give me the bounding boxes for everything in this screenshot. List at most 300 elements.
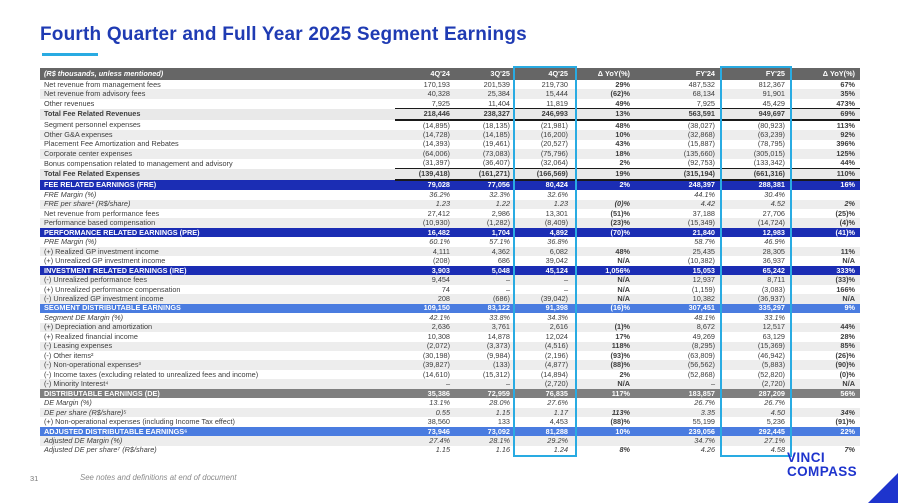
table-cell: (14,728) [395, 130, 455, 139]
table-cell: 125% [790, 149, 860, 158]
table-cell: DE Margin (%) [44, 398, 92, 408]
table-cell: (36,407) [482, 158, 510, 168]
table-cell: – [505, 284, 510, 294]
table-cell: 12,024 [545, 332, 568, 341]
table-cell: 73,092 [455, 427, 515, 436]
table-cell: 49% [615, 98, 630, 108]
table-cell: N/A [790, 379, 860, 388]
table-cell: (-) Minority Interest⁴ [40, 379, 395, 388]
table-cell: 248,397 [635, 180, 720, 190]
table-cell: (661,316) [720, 169, 790, 180]
table-cell: 33.1% [764, 313, 785, 322]
table-cell: (15,312) [482, 369, 510, 379]
table-cell: 1.24 [553, 445, 568, 455]
table-cell: 34.7% [635, 436, 720, 445]
table-cell: (10,382) [687, 256, 715, 266]
table-cell: 91,901 [720, 89, 790, 98]
table-cell: FRE per share¹ (R$/share) [40, 200, 395, 209]
table-cell: (14,724) [720, 218, 790, 227]
table-cell: 35% [790, 89, 860, 98]
table-cell: 91,398 [515, 304, 573, 313]
table-cell: (52,868) [687, 369, 715, 379]
table-header-row [40, 68, 860, 80]
table-cell: 4.26 [700, 445, 715, 455]
table-cell: 18% [573, 149, 635, 158]
table-cell: – [395, 379, 455, 388]
table-cell: (56,562) [635, 360, 720, 369]
table-cell: 32.6% [547, 190, 568, 199]
table-cell: FY'24 [635, 68, 720, 80]
table-cell: 4.50 [720, 408, 790, 417]
table-cell: 21,840 [635, 228, 720, 237]
table-cell: (+) Depreciation and amortization [40, 323, 395, 332]
table-cell: N/A [617, 284, 630, 294]
table-cell: (315,194) [635, 169, 720, 180]
table-row [40, 275, 860, 284]
table-cell: (90)% [790, 360, 860, 369]
table-cell: 4Q'25 [515, 68, 573, 80]
table-row [40, 130, 860, 139]
table-row [40, 332, 860, 341]
table-cell: 4.52 [720, 200, 790, 209]
table-cell: (36,937) [720, 294, 790, 303]
table-cell: (+) Unrealized performance compensation [44, 284, 181, 294]
table-cell [573, 313, 635, 322]
table-cell: Δ YoY(%) [573, 68, 635, 80]
table-cell: 2% [790, 200, 860, 209]
table-cell: 37,188 [692, 208, 715, 218]
table-cell: (63,809) [687, 351, 715, 360]
table-cell: 4,453 [549, 417, 568, 427]
table-cell: 27,412 [427, 208, 450, 218]
table-cell: (133,342) [753, 158, 785, 168]
table-cell: 36.2% [429, 190, 450, 199]
table-row [40, 159, 860, 169]
table-cell: 949,697 [720, 109, 790, 120]
table-cell: 1.22 [455, 200, 515, 209]
table-cell: N/A [790, 294, 860, 303]
table-cell: 80,424 [515, 180, 573, 190]
table-cell: 34% [790, 408, 860, 417]
table-cell: (32,868) [635, 130, 720, 139]
table-row [40, 120, 860, 130]
table-row [40, 237, 860, 246]
table-cell: Adjusted DE per share⁷ (R$/share) [44, 445, 157, 455]
table-row [40, 427, 860, 436]
table-row [40, 398, 860, 407]
table-cell: 12,983 [720, 228, 790, 237]
table-cell: 30.4% [764, 190, 785, 199]
table-cell: Total Fee Related Expenses [40, 169, 395, 180]
table-cell: 8,711 [720, 275, 790, 284]
table-cell: 1.23 [515, 200, 573, 209]
table-cell: (26)% [835, 351, 855, 360]
table-cell: 32.3% [489, 190, 510, 199]
table-cell: N/A [573, 294, 635, 303]
table-row [40, 408, 860, 417]
table-cell: DISTRIBUTABLE EARNINGS (DE) [40, 389, 395, 398]
table-cell: Adjusted DE Margin (%) [40, 436, 395, 445]
table-cell: PRE Margin (%) [44, 237, 97, 247]
table-cell: 287,209 [720, 389, 790, 398]
table-cell: 2% [619, 158, 630, 168]
table-cell: 8,672 [635, 323, 720, 332]
table-cell: 333% [790, 266, 860, 275]
table-cell: (21,981) [540, 120, 568, 130]
table-cell: FEE RELATED EARNINGS (FRE) [40, 180, 395, 190]
table-cell: 36,937 [762, 256, 785, 266]
table-cell: 28.0% [489, 398, 510, 408]
table-cell: (25)% [835, 208, 855, 218]
table-cell: 15,444 [515, 89, 573, 98]
table-cell: 10% [573, 130, 635, 139]
table-cell: 16% [790, 180, 860, 190]
table-cell: 34.3% [547, 313, 568, 322]
table-cell: 38,560 [427, 417, 450, 427]
table-cell: 3Q'25 [455, 68, 515, 80]
table-cell: ADJUSTED DISTRIBUTABLE EARNINGS⁶ [40, 427, 395, 436]
table-cell: (3,373) [455, 342, 515, 351]
table-cell: (20,527) [540, 139, 568, 149]
table-cell: 48% [615, 120, 630, 130]
table-cell: 2% [573, 180, 635, 190]
table-cell: N/A [617, 256, 630, 266]
table-cell: (38,027) [687, 120, 715, 130]
table-cell: 487,532 [688, 79, 715, 89]
logo-line-1: VINCI [787, 450, 826, 465]
table-cell: (14,894) [540, 369, 568, 379]
table-cell: (5,883) [720, 360, 790, 369]
table-cell: Placement Fee Amortization and Rebates [44, 139, 179, 149]
table-row [40, 200, 860, 209]
table-cell: 92% [790, 130, 860, 139]
table-wrap [40, 68, 860, 455]
segment-earnings-table [40, 68, 860, 455]
table-cell: (16)% [573, 304, 635, 313]
table-row [40, 379, 860, 388]
table-cell: (78,795) [757, 139, 785, 149]
table-cell: (80,923) [757, 120, 785, 130]
table-cell: 29.2% [515, 436, 573, 445]
table-cell: 48% [573, 247, 635, 256]
table-cell: (686) [455, 294, 515, 303]
table-cell: 45,124 [515, 266, 573, 275]
table-cell: 49,269 [692, 332, 715, 341]
table-row [40, 140, 860, 149]
table-cell: (-) Income taxes (excluding related to unrealized fees and income) [44, 369, 259, 379]
table-cell: 5,048 [455, 266, 515, 275]
table-cell: – [455, 379, 515, 388]
table-cell: 109,150 [395, 304, 455, 313]
table-cell: (39,042) [515, 294, 573, 303]
table-row [40, 80, 860, 89]
table-cell: (70)% [573, 228, 635, 237]
table-cell: (9,984) [486, 351, 510, 360]
table-cell: 55,199 [692, 417, 715, 427]
table-cell: (91)% [835, 417, 855, 427]
footnote: See notes and definitions at end of document [80, 473, 237, 482]
table-cell [573, 398, 635, 407]
table-cell: (133) [455, 360, 515, 369]
table-cell: (2,196) [544, 351, 568, 360]
table-cell: INVESTMENT RELATED EARNINGS (IRE) [40, 266, 395, 275]
table-cell: 208 [395, 294, 455, 303]
table-cell: 4,362 [455, 247, 515, 256]
table-cell: 13,301 [545, 208, 568, 218]
table-cell: (15,369) [720, 342, 790, 351]
table-cell: N/A [573, 379, 635, 388]
table-cell: 396% [836, 139, 855, 149]
table-cell: 48.1% [694, 313, 715, 322]
table-cell: (139,418) [395, 169, 455, 180]
table-cell: PERFORMANCE RELATED EARNINGS (PRE) [40, 228, 395, 237]
table-cell: 11,819 [546, 98, 568, 108]
table-row [40, 169, 860, 180]
table-cell: (39,827) [395, 360, 455, 369]
table-cell: 10,382 [635, 294, 720, 303]
table-cell: 473% [836, 98, 855, 108]
table-cell: 27.4% [395, 436, 455, 445]
table-cell: 25,435 [635, 247, 720, 256]
table-cell [790, 313, 860, 322]
table-row [40, 304, 860, 313]
table-cell: 292,445 [720, 427, 790, 436]
table-cell: 45,429 [762, 98, 785, 108]
table-row [40, 149, 860, 158]
table-cell: 10% [573, 427, 635, 436]
table-cell [573, 190, 635, 199]
table-cell [790, 190, 860, 199]
table-cell: 5,236 [766, 417, 785, 427]
table-cell: 27,706 [762, 208, 785, 218]
table-cell: 7% [844, 445, 855, 455]
table-cell: (46,942) [757, 351, 785, 360]
table-cell: 812,367 [758, 79, 785, 89]
table-cell: (1)% [573, 323, 635, 332]
table-cell: 25,384 [455, 89, 515, 98]
table-cell: 4Q'24 [395, 68, 455, 80]
table-cell: (51)% [610, 208, 630, 218]
table-cell: 79,028 [395, 180, 455, 190]
table-cell: 113% [836, 120, 855, 130]
table-cell: 26.7% [694, 398, 715, 408]
table-cell: (-) Unrealized GP investment income [40, 294, 395, 303]
table-row [40, 436, 860, 445]
table-cell: 2,636 [395, 323, 455, 332]
table-cell: 35,386 [395, 389, 455, 398]
table-cell: 28.1% [455, 436, 515, 445]
table-cell: (4,877) [515, 360, 573, 369]
table-cell: Corporate center expenses [40, 149, 395, 158]
table-cell: 307,451 [635, 304, 720, 313]
table-body [40, 68, 860, 455]
table-cell: (10,930) [395, 218, 455, 227]
table-cell: 2% [619, 369, 630, 379]
table-cell: (208) [432, 256, 450, 266]
table-cell: (14,895) [422, 120, 450, 130]
table-cell: (15,887) [687, 139, 715, 149]
table-cell: 27.6% [547, 398, 568, 408]
table-cell: 19% [573, 169, 635, 180]
table-cell: 60.1% [429, 237, 450, 247]
table-cell: (92,753) [687, 158, 715, 168]
table-row [40, 99, 860, 109]
table-row [40, 247, 860, 256]
table-cell: 56% [790, 389, 860, 398]
table-cell: 239,056 [635, 427, 720, 436]
table-cell: 63,129 [762, 332, 785, 341]
table-cell: 42.1% [429, 313, 450, 322]
table-cell: (64,006) [395, 149, 455, 158]
table-cell: (0)% [839, 369, 855, 379]
table-cell: 166% [836, 284, 855, 294]
table-cell: 8% [619, 445, 630, 455]
table-cell: 14,878 [487, 332, 510, 341]
table-cell: (+) Realized GP investment income [40, 247, 395, 256]
title-underline [42, 53, 98, 56]
table-cell: 17% [615, 332, 630, 341]
table-cell [790, 436, 860, 445]
table-cell: (8,409) [515, 218, 573, 227]
table-cell: 1,056% [573, 266, 635, 275]
table-cell: (8,295) [635, 342, 720, 351]
table-cell: (41)% [790, 228, 860, 237]
table-cell: Performance based compensation [40, 218, 395, 227]
table-row [40, 109, 860, 120]
table-cell [790, 237, 860, 246]
table-row [40, 218, 860, 227]
table-cell: 1.23 [395, 200, 455, 209]
table-cell: 22% [790, 427, 860, 436]
table-cell: (31,397) [422, 158, 450, 168]
table-cell: (3,083) [761, 284, 785, 294]
table-row [40, 256, 860, 265]
table-cell: 65,242 [720, 266, 790, 275]
table-cell: (15,349) [635, 218, 720, 227]
table-cell: (0)% [573, 200, 635, 209]
table-cell: (+) Realized financial income [44, 332, 138, 341]
table-cell: 9% [790, 304, 860, 313]
table-cell: 1.15 [455, 408, 515, 417]
table-cell: (-) Non-operational expenses³ [40, 360, 395, 369]
table-cell: (2,720) [720, 379, 790, 388]
table-cell: (-) Unrealized performance fees [40, 275, 395, 284]
table-cell: 563,591 [635, 109, 720, 120]
table-cell: (75,796) [515, 149, 573, 158]
table-cell: 29% [615, 79, 630, 89]
table-cell: (62)% [573, 89, 635, 98]
table-cell: (1,159) [691, 284, 715, 294]
table-row [40, 446, 860, 455]
table-cell: 68,134 [635, 89, 720, 98]
table-cell: 218,446 [395, 109, 455, 120]
table-row [40, 351, 860, 360]
table-row [40, 285, 860, 294]
table-cell: Other revenues [44, 98, 95, 108]
table-cell: 26.7% [764, 398, 785, 408]
table-cell: 246,993 [515, 109, 573, 120]
table-cell: (305,015) [720, 149, 790, 158]
table-cell: 238,327 [455, 109, 515, 120]
table-cell: (23)% [573, 218, 635, 227]
vinci-compass-logo [787, 451, 857, 479]
table-cell: 13% [573, 109, 635, 120]
table-cell: 44% [840, 158, 855, 168]
table-cell: 81,288 [515, 427, 573, 436]
table-cell: Total Fee Related Revenues [40, 109, 395, 120]
table-cell: Bonus compensation related to management and advisory [44, 158, 233, 168]
table-cell: (93)% [610, 351, 630, 360]
table-cell: 1.15 [435, 445, 450, 455]
table-cell: (R$ thousands, unless mentioned) [40, 68, 395, 80]
table-cell: – [515, 275, 573, 284]
table-row [40, 180, 860, 190]
table-cell [573, 436, 635, 445]
table-cell: 40,328 [395, 89, 455, 98]
table-cell: 183,857 [635, 389, 720, 398]
table-cell: (+) Non-operational expenses (including Income Tax effect) [44, 417, 235, 427]
table-cell: 4.58 [770, 445, 785, 455]
table-cell: 10,308 [427, 332, 450, 341]
table-cell: 113% [573, 408, 635, 417]
table-cell: 58.7% [694, 237, 715, 247]
table-cell: 13.1% [429, 398, 450, 408]
table-cell: 69% [790, 109, 860, 120]
table-cell: 44% [790, 323, 860, 332]
table-cell: (1,282) [455, 218, 515, 227]
page-title: Fourth Quarter and Full Year 2025 Segment Earnings [40, 24, 527, 45]
table-cell: 1,704 [455, 228, 515, 237]
table-cell: 1.17 [515, 408, 573, 417]
table-row [40, 323, 860, 332]
table-cell: 73,946 [395, 427, 455, 436]
table-cell: (2,720) [515, 379, 573, 388]
table-cell: 4.42 [635, 200, 720, 209]
table-cell: (14,610) [422, 369, 450, 379]
table-cell: Net revenue from performance fees [44, 208, 160, 218]
table-cell: FY'25 [720, 68, 790, 80]
table-cell: Segment DE Margin (%) [44, 313, 124, 322]
table-row [40, 342, 860, 351]
table-cell: 2,986 [491, 208, 510, 218]
table-cell: 83,122 [455, 304, 515, 313]
table-cell: (73,083) [455, 149, 515, 158]
table-cell: Δ YoY(%) [790, 68, 860, 80]
table-cell: (135,660) [635, 149, 720, 158]
table-cell: 0.55 [395, 408, 455, 417]
table-cell: 7,925 [696, 98, 715, 108]
table-cell: 39,042 [545, 256, 568, 266]
table-cell: N/A [573, 275, 635, 284]
table-cell: 74 [441, 284, 450, 294]
table-cell: 117% [573, 389, 635, 398]
table-cell: (52,820) [757, 369, 785, 379]
table-cell: (88)% [610, 417, 630, 427]
table-row [40, 313, 860, 322]
table-cell: 686 [497, 256, 510, 266]
table-cell: (2,072) [395, 342, 455, 351]
table-cell: 46.9% [764, 237, 785, 247]
table-row [40, 360, 860, 369]
table-cell: – [635, 379, 720, 388]
table-cell: (30,198) [422, 351, 450, 360]
table-cell: – [455, 275, 515, 284]
table-cell: 67% [840, 79, 855, 89]
table-cell [790, 398, 860, 407]
logo-line-2: COMPASS [787, 464, 858, 480]
table-cell: 11% [790, 247, 860, 256]
table-cell: 15,053 [635, 266, 720, 275]
